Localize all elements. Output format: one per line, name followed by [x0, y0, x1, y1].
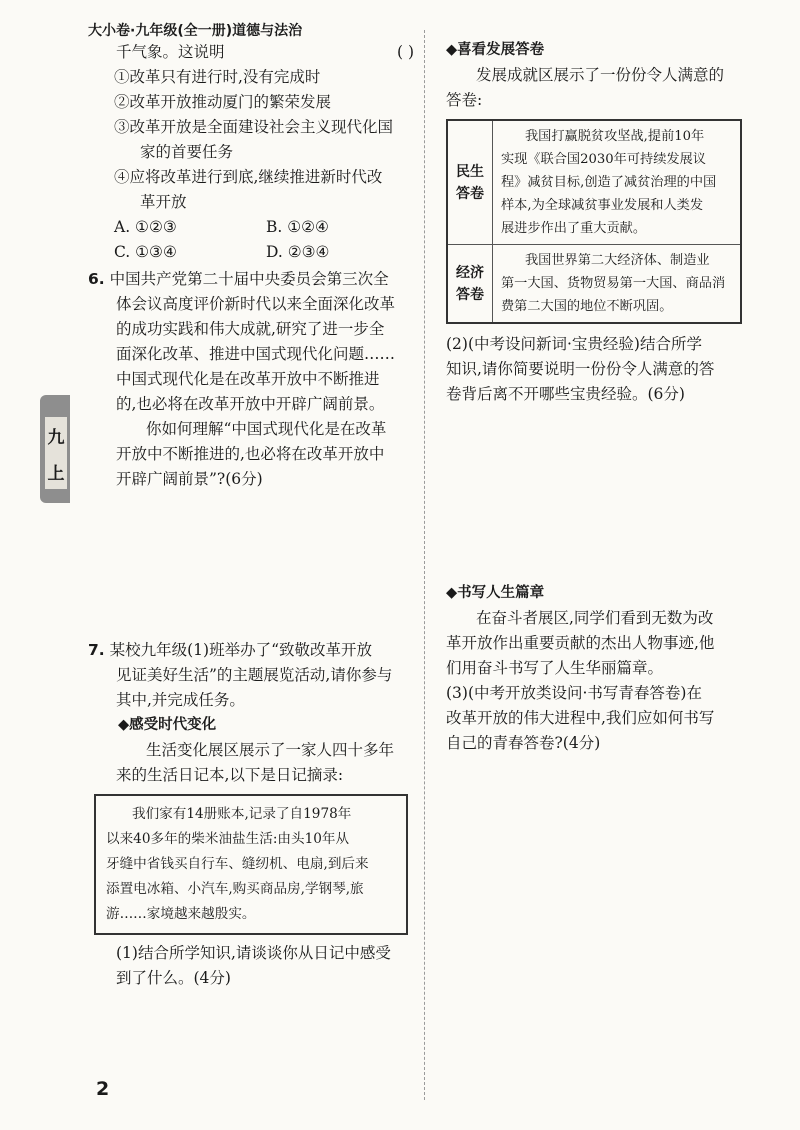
left-column	[88, 40, 418, 991]
q6-line: 的成功实践和伟大成就,研究了进一步全	[116, 320, 385, 338]
section-title-development: ◆喜看发展答卷	[446, 42, 545, 58]
side-tab-char: 上	[47, 463, 65, 484]
row-label: 经济 答卷	[447, 245, 493, 324]
q5-statement-cont: 革开放	[140, 193, 187, 211]
q6-number: 6.	[88, 270, 105, 288]
choice-b[interactable]: B. ①②④	[266, 218, 329, 236]
q7-intro: 7. 某校九年级(1)班举办了“致敬改革开放	[88, 641, 373, 659]
sub-question-1: (1)结合所学知识,请谈谈你从日记中感受	[116, 944, 391, 962]
sub-question-3: (3)(中考开放类设问·书写青春答卷)在	[446, 684, 702, 702]
table-row	[447, 245, 741, 324]
page-header: 大小卷·九年级(全一册)道德与法治	[88, 23, 303, 39]
q5-stem-end: 千气象。这说明 ( )	[88, 40, 418, 65]
achievement-table	[446, 119, 742, 324]
section3-text: 在奋斗者展区,同学们看到无数为改	[476, 609, 714, 627]
sub-question-1: 到了什么。(4分)	[116, 969, 231, 987]
q5-statement: ③改革开放是全面建设社会主义现代化国	[114, 118, 394, 136]
q7-2-answer-space[interactable]	[446, 407, 746, 581]
q5-statement-cont: 家的首要任务	[140, 143, 234, 161]
table-row	[447, 120, 741, 245]
section3-text: 革开放作出重要贡献的杰出人物事迹,他	[446, 634, 715, 652]
diary-line: 添置电冰箱、小汽车,购买商品房,学钢琴,旅	[106, 881, 364, 897]
q7-intro: 见证美好生活”的主题展览活动,请你参与	[116, 666, 393, 684]
sub-question-3: 自己的青春答卷?(4分)	[446, 734, 601, 752]
row-label: 民生 答卷	[447, 120, 493, 245]
diary-line: 牙缝中省钱买自行车、缝纫机、电扇,到后来	[106, 856, 369, 872]
q5-choices-row	[88, 240, 418, 265]
diary-line: 游……家境越来越殷实。	[106, 906, 256, 922]
q6-line: 体会议高度评价新时代以来全面深化改革	[116, 295, 396, 313]
sub-question-2: (2)(中考设问新词·宝贵经验)结合所学	[446, 335, 702, 353]
q5-statement: ①改革只有进行时,没有完成时	[114, 68, 321, 86]
q6-question: 你如何理解“中国式现代化是在改革	[146, 420, 387, 438]
section1-text: 来的生活日记本,以下是日记摘录:	[116, 766, 344, 784]
section-title-era-change: ◆感受时代变化	[118, 717, 217, 733]
q7-intro: 其中,并完成任务。	[116, 691, 245, 709]
q6-answer-space[interactable]	[88, 492, 418, 638]
section2-text: 答卷:	[446, 91, 483, 109]
section2-text: 发展成就区展示了一份份令人满意的	[476, 66, 725, 84]
diary-excerpt-box	[94, 794, 408, 935]
q6-line: 的,也必将在改革开放中开辟广阔前景。	[116, 395, 385, 413]
q6-line: 中国式现代化是在改革开放中不断推进	[116, 370, 380, 388]
side-tab-char: 九	[47, 427, 65, 448]
q6-line: 6. 中国共产党第二十届中央委员会第三次全	[88, 270, 389, 288]
choice-a[interactable]: A. ①②③	[114, 218, 177, 236]
q6-question: 开放中不断推进的,也必将在改革开放中	[116, 445, 385, 463]
q5-statement: ④应将改革进行到底,继续推进新时代改	[114, 168, 383, 186]
sub-question-2: 卷背后离不开哪些宝贵经验。(6分)	[446, 385, 685, 403]
q6-question: 开辟广阔前景”?(6分)	[116, 470, 263, 488]
q6-line: 面深化改革、推进中国式现代化问题……	[116, 345, 396, 363]
section1-text: 生活变化展区展示了一家人四十多年	[146, 741, 395, 759]
sub-question-3: 改革开放的伟大进程中,我们应如何书写	[446, 709, 715, 727]
page-number: 2	[96, 1078, 110, 1100]
q7-number: 7.	[88, 641, 105, 659]
section3-text: 们用奋斗书写了人生华丽篇章。	[446, 659, 664, 677]
answer-paren[interactable]: ( )	[396, 43, 414, 61]
choice-c[interactable]: C. ①③④	[114, 243, 177, 261]
right-column	[446, 40, 746, 756]
row-text: 我国打赢脱贫攻坚战,提前10年 实现《联合国2030年可持续发展议 程》减贫目标,创造了减贫治理的中国 样本,为全球减贫事业发展和人类发 展进步作出了重大贡献。	[493, 120, 742, 245]
diary-line: 以来40多年的柴米油盐生活:由头10年从	[106, 831, 350, 847]
grade-side-tab	[40, 395, 70, 503]
sub-question-2: 知识,请你简要说明一份份令人满意的答	[446, 360, 715, 378]
q5-choices-row	[88, 215, 418, 240]
section-title-life-chapter: ◆书写人生篇章	[446, 585, 545, 601]
row-text: 我国世界第二大经济体、制造业 第一大国、货物贸易第一大国、商品消 费第二大国的地位不断巩固。	[493, 245, 742, 324]
choice-d[interactable]: D. ②③④	[266, 243, 330, 261]
diary-line: 我们家有14册账本,记录了自1978年	[132, 806, 352, 822]
q5-statement: ②改革开放推动厦门的繁荣发展	[114, 93, 332, 111]
column-divider	[424, 30, 425, 1100]
